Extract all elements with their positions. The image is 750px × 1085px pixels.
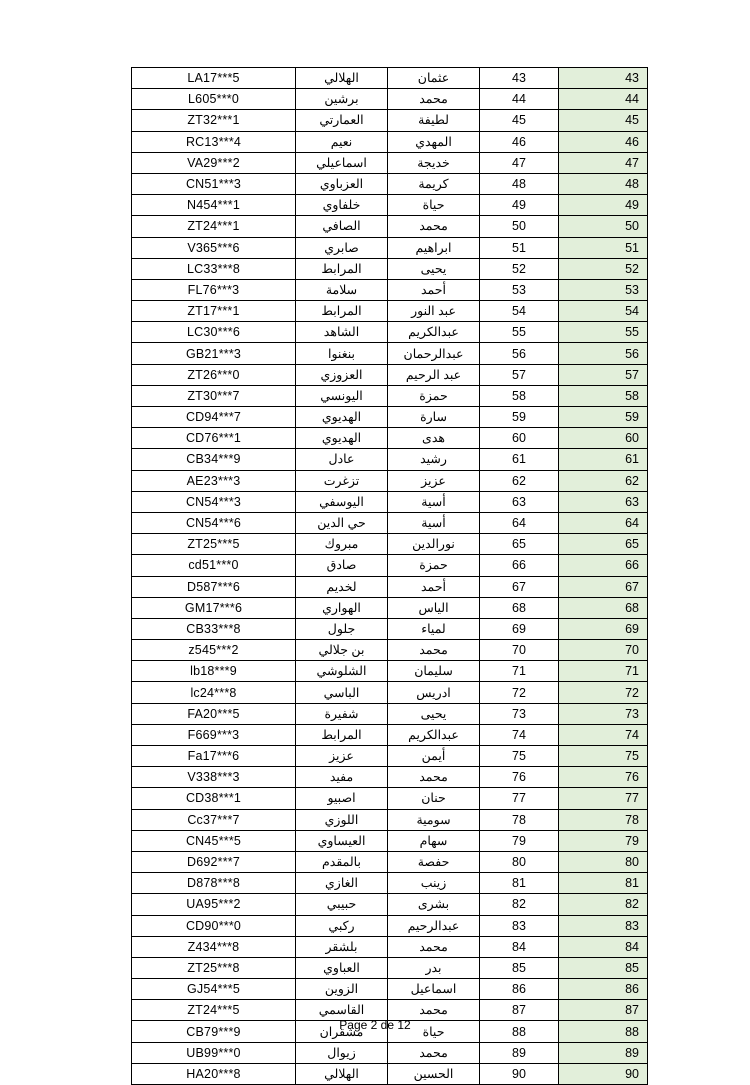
- id-code-cell: ZT24***5: [132, 1000, 296, 1021]
- table-row: [132, 682, 648, 703]
- last-name-cell: اسماعيلي: [296, 152, 388, 173]
- last-name-cell: الهواري: [296, 597, 388, 618]
- first-name-cell: بدر: [388, 957, 480, 978]
- index-cell: 61: [559, 449, 648, 470]
- last-name-cell: مشقران: [296, 1021, 388, 1042]
- last-name-cell: زيوال: [296, 1042, 388, 1063]
- id-code-cell: Fa17***6: [132, 746, 296, 767]
- number-cell: 68: [480, 597, 559, 618]
- number-cell: 78: [480, 809, 559, 830]
- id-code-cell: lc24***8: [132, 682, 296, 703]
- id-code-cell: D587***6: [132, 576, 296, 597]
- index-cell: 89: [559, 1042, 648, 1063]
- id-code-cell: ZT32***1: [132, 110, 296, 131]
- index-cell: 78: [559, 809, 648, 830]
- id-code-cell: VA29***2: [132, 152, 296, 173]
- number-cell: 60: [480, 428, 559, 449]
- index-cell: 80: [559, 851, 648, 872]
- number-cell: 83: [480, 915, 559, 936]
- index-cell: 79: [559, 830, 648, 851]
- index-cell: 72: [559, 682, 648, 703]
- id-code-cell: V338***3: [132, 767, 296, 788]
- last-name-cell: عادل: [296, 449, 388, 470]
- table-row: [132, 131, 648, 152]
- last-name-cell: ركبي: [296, 915, 388, 936]
- last-name-cell: صابري: [296, 237, 388, 258]
- id-code-cell: GB21***3: [132, 343, 296, 364]
- number-cell: 81: [480, 873, 559, 894]
- first-name-cell: محمد: [388, 640, 480, 661]
- id-code-cell: ZT25***5: [132, 534, 296, 555]
- first-name-cell: أحمد: [388, 576, 480, 597]
- table-row: [132, 788, 648, 809]
- id-code-cell: V365***6: [132, 237, 296, 258]
- first-name-cell: أيمن: [388, 746, 480, 767]
- last-name-cell: بنغنوا: [296, 343, 388, 364]
- first-name-cell: ادريس: [388, 682, 480, 703]
- table-row: [132, 597, 648, 618]
- last-name-cell: صادق: [296, 555, 388, 576]
- index-cell: 65: [559, 534, 648, 555]
- number-cell: 61: [480, 449, 559, 470]
- index-cell: 52: [559, 258, 648, 279]
- index-cell: 76: [559, 767, 648, 788]
- index-cell: 45: [559, 110, 648, 131]
- id-code-cell: Cc37***7: [132, 809, 296, 830]
- id-code-cell: F669***3: [132, 724, 296, 745]
- table-row: [132, 936, 648, 957]
- last-name-cell: الهديوي: [296, 407, 388, 428]
- number-cell: 55: [480, 322, 559, 343]
- first-name-cell: عبدالكريم: [388, 724, 480, 745]
- number-cell: 46: [480, 131, 559, 152]
- first-name-cell: محمد: [388, 936, 480, 957]
- last-name-cell: القاسمي: [296, 1000, 388, 1021]
- number-cell: 75: [480, 746, 559, 767]
- id-code-cell: ZT30***7: [132, 385, 296, 406]
- roster-table: [131, 67, 648, 1085]
- number-cell: 90: [480, 1063, 559, 1084]
- index-cell: 56: [559, 343, 648, 364]
- table-row: [132, 830, 648, 851]
- table-row: [132, 534, 648, 555]
- table-row: [132, 555, 648, 576]
- id-code-cell: CB79***9: [132, 1021, 296, 1042]
- index-cell: 46: [559, 131, 648, 152]
- table-row: [132, 364, 648, 385]
- last-name-cell: المرابط: [296, 724, 388, 745]
- table-row: [132, 68, 648, 89]
- number-cell: 62: [480, 470, 559, 491]
- first-name-cell: سومية: [388, 809, 480, 830]
- id-code-cell: N454***1: [132, 195, 296, 216]
- id-code-cell: CN54***3: [132, 491, 296, 512]
- last-name-cell: مبروك: [296, 534, 388, 555]
- first-name-cell: أحمد: [388, 279, 480, 300]
- id-code-cell: CB33***8: [132, 618, 296, 639]
- number-cell: 82: [480, 894, 559, 915]
- first-name-cell: حمزة: [388, 555, 480, 576]
- number-cell: 71: [480, 661, 559, 682]
- id-code-cell: cd51***0: [132, 555, 296, 576]
- first-name-cell: حنان: [388, 788, 480, 809]
- last-name-cell: شفيرة: [296, 703, 388, 724]
- number-cell: 54: [480, 301, 559, 322]
- table-row: [132, 894, 648, 915]
- first-name-cell: عبدالرحمان: [388, 343, 480, 364]
- table-row: [132, 703, 648, 724]
- id-code-cell: FA20***5: [132, 703, 296, 724]
- first-name-cell: محمد: [388, 767, 480, 788]
- index-cell: 67: [559, 576, 648, 597]
- number-cell: 50: [480, 216, 559, 237]
- number-cell: 85: [480, 957, 559, 978]
- first-name-cell: الحسين: [388, 1063, 480, 1084]
- first-name-cell: سهام: [388, 830, 480, 851]
- last-name-cell: سلامة: [296, 279, 388, 300]
- number-cell: 56: [480, 343, 559, 364]
- index-cell: 43: [559, 68, 648, 89]
- index-cell: 69: [559, 618, 648, 639]
- id-code-cell: CD38***1: [132, 788, 296, 809]
- index-cell: 60: [559, 428, 648, 449]
- last-name-cell: العزوزي: [296, 364, 388, 385]
- last-name-cell: تزغرت: [296, 470, 388, 491]
- table-row: [132, 173, 648, 194]
- first-name-cell: زينب: [388, 873, 480, 894]
- id-code-cell: CD90***0: [132, 915, 296, 936]
- last-name-cell: العباوي: [296, 957, 388, 978]
- id-code-cell: LA17***5: [132, 68, 296, 89]
- number-cell: 45: [480, 110, 559, 131]
- id-code-cell: ZT24***1: [132, 216, 296, 237]
- number-cell: 77: [480, 788, 559, 809]
- last-name-cell: عزيز: [296, 746, 388, 767]
- table-row: [132, 152, 648, 173]
- number-cell: 87: [480, 1000, 559, 1021]
- index-cell: 68: [559, 597, 648, 618]
- last-name-cell: العمارتي: [296, 110, 388, 131]
- id-code-cell: GM17***6: [132, 597, 296, 618]
- id-code-cell: HA20***8: [132, 1063, 296, 1084]
- id-code-cell: CN54***6: [132, 512, 296, 533]
- id-code-cell: ZT26***0: [132, 364, 296, 385]
- table-row: [132, 195, 648, 216]
- id-code-cell: L605***0: [132, 89, 296, 110]
- index-cell: 48: [559, 173, 648, 194]
- number-cell: 86: [480, 979, 559, 1000]
- last-name-cell: اللوزي: [296, 809, 388, 830]
- index-cell: 44: [559, 89, 648, 110]
- table-row: [132, 1042, 648, 1063]
- id-code-cell: UA95***2: [132, 894, 296, 915]
- id-code-cell: D878***8: [132, 873, 296, 894]
- id-code-cell: z545***2: [132, 640, 296, 661]
- number-cell: 79: [480, 830, 559, 851]
- index-cell: 90: [559, 1063, 648, 1084]
- number-cell: 49: [480, 195, 559, 216]
- index-cell: 59: [559, 407, 648, 428]
- index-cell: 62: [559, 470, 648, 491]
- first-name-cell: عزيز: [388, 470, 480, 491]
- index-cell: 88: [559, 1021, 648, 1042]
- index-cell: 86: [559, 979, 648, 1000]
- table-row: [132, 767, 648, 788]
- table-row: [132, 512, 648, 533]
- table-row: [132, 1063, 648, 1084]
- first-name-cell: ابراهيم: [388, 237, 480, 258]
- last-name-cell: الصافي: [296, 216, 388, 237]
- number-cell: 58: [480, 385, 559, 406]
- number-cell: 53: [480, 279, 559, 300]
- id-code-cell: LC33***8: [132, 258, 296, 279]
- number-cell: 80: [480, 851, 559, 872]
- table-row: [132, 873, 648, 894]
- last-name-cell: المرابط: [296, 258, 388, 279]
- last-name-cell: اليوسفي: [296, 491, 388, 512]
- index-cell: 57: [559, 364, 648, 385]
- first-name-cell: كريمة: [388, 173, 480, 194]
- number-cell: 72: [480, 682, 559, 703]
- index-cell: 71: [559, 661, 648, 682]
- id-code-cell: CN51***3: [132, 173, 296, 194]
- number-cell: 84: [480, 936, 559, 957]
- first-name-cell: خديجة: [388, 152, 480, 173]
- number-cell: 47: [480, 152, 559, 173]
- number-cell: 64: [480, 512, 559, 533]
- first-name-cell: عبد النور: [388, 301, 480, 322]
- index-cell: 82: [559, 894, 648, 915]
- index-cell: 77: [559, 788, 648, 809]
- last-name-cell: المرابط: [296, 301, 388, 322]
- id-code-cell: CD76***1: [132, 428, 296, 449]
- index-cell: 66: [559, 555, 648, 576]
- number-cell: 66: [480, 555, 559, 576]
- index-cell: 74: [559, 724, 648, 745]
- table-row: [132, 809, 648, 830]
- table-row: [132, 258, 648, 279]
- first-name-cell: يحيى: [388, 258, 480, 279]
- table-row: [132, 343, 648, 364]
- first-name-cell: حياة: [388, 1021, 480, 1042]
- id-code-cell: Z434***8: [132, 936, 296, 957]
- index-cell: 73: [559, 703, 648, 724]
- last-name-cell: الهلالي: [296, 68, 388, 89]
- index-cell: 47: [559, 152, 648, 173]
- first-name-cell: عبدالرحيم: [388, 915, 480, 936]
- first-name-cell: عثمان: [388, 68, 480, 89]
- last-name-cell: حبيبي: [296, 894, 388, 915]
- first-name-cell: أسية: [388, 512, 480, 533]
- index-cell: 87: [559, 1000, 648, 1021]
- table-row: [132, 89, 648, 110]
- number-cell: 69: [480, 618, 559, 639]
- id-code-cell: AE23***3: [132, 470, 296, 491]
- first-name-cell: حياة: [388, 195, 480, 216]
- index-cell: 58: [559, 385, 648, 406]
- number-cell: 51: [480, 237, 559, 258]
- last-name-cell: العزباوي: [296, 173, 388, 194]
- first-name-cell: محمد: [388, 216, 480, 237]
- id-code-cell: CB34***9: [132, 449, 296, 470]
- table-row: [132, 979, 648, 1000]
- index-cell: 50: [559, 216, 648, 237]
- last-name-cell: نعيم: [296, 131, 388, 152]
- table-row: [132, 216, 648, 237]
- number-cell: 67: [480, 576, 559, 597]
- first-name-cell: سارة: [388, 407, 480, 428]
- number-cell: 52: [480, 258, 559, 279]
- number-cell: 43: [480, 68, 559, 89]
- id-code-cell: D692***7: [132, 851, 296, 872]
- first-name-cell: اسماعيل: [388, 979, 480, 1000]
- table-row: [132, 301, 648, 322]
- number-cell: 44: [480, 89, 559, 110]
- first-name-cell: الياس: [388, 597, 480, 618]
- table-row: [132, 915, 648, 936]
- table-row: [132, 385, 648, 406]
- number-cell: 48: [480, 173, 559, 194]
- table-row: [132, 576, 648, 597]
- id-code-cell: CD94***7: [132, 407, 296, 428]
- id-code-cell: lb18***9: [132, 661, 296, 682]
- number-cell: 70: [480, 640, 559, 661]
- index-cell: 75: [559, 746, 648, 767]
- id-code-cell: RC13***4: [132, 131, 296, 152]
- number-cell: 89: [480, 1042, 559, 1063]
- number-cell: 88: [480, 1021, 559, 1042]
- last-name-cell: الهديوي: [296, 428, 388, 449]
- index-cell: 49: [559, 195, 648, 216]
- table-row: [132, 746, 648, 767]
- last-name-cell: مفيد: [296, 767, 388, 788]
- id-code-cell: CN45***5: [132, 830, 296, 851]
- last-name-cell: برشين: [296, 89, 388, 110]
- number-cell: 65: [480, 534, 559, 555]
- table-row: [132, 407, 648, 428]
- first-name-cell: بشرى: [388, 894, 480, 915]
- id-code-cell: LC30***6: [132, 322, 296, 343]
- first-name-cell: عبدالكريم: [388, 322, 480, 343]
- last-name-cell: الغازي: [296, 873, 388, 894]
- table-row: [132, 110, 648, 131]
- id-code-cell: FL76***3: [132, 279, 296, 300]
- last-name-cell: الشاهد: [296, 322, 388, 343]
- index-cell: 83: [559, 915, 648, 936]
- number-cell: 63: [480, 491, 559, 512]
- index-cell: 70: [559, 640, 648, 661]
- table-row: [132, 661, 648, 682]
- number-cell: 74: [480, 724, 559, 745]
- last-name-cell: الزوين: [296, 979, 388, 1000]
- id-code-cell: ZT17***1: [132, 301, 296, 322]
- index-cell: 53: [559, 279, 648, 300]
- first-name-cell: أسية: [388, 491, 480, 512]
- last-name-cell: الهلالي: [296, 1063, 388, 1084]
- number-cell: 59: [480, 407, 559, 428]
- table-row: [132, 724, 648, 745]
- table-row: [132, 640, 648, 661]
- id-code-cell: ZT25***8: [132, 957, 296, 978]
- index-cell: 51: [559, 237, 648, 258]
- table-row: [132, 279, 648, 300]
- id-code-cell: GJ54***5: [132, 979, 296, 1000]
- index-cell: 54: [559, 301, 648, 322]
- first-name-cell: محمد: [388, 1042, 480, 1063]
- table-row: [132, 428, 648, 449]
- first-name-cell: رشيد: [388, 449, 480, 470]
- table-row: [132, 957, 648, 978]
- table-row: [132, 449, 648, 470]
- first-name-cell: يحيى: [388, 703, 480, 724]
- last-name-cell: لخديم: [296, 576, 388, 597]
- id-code-cell: UB99***0: [132, 1042, 296, 1063]
- table-row: [132, 322, 648, 343]
- page-number: Page 2 de 12: [339, 1018, 411, 1032]
- table-row: [132, 237, 648, 258]
- table-row: [132, 470, 648, 491]
- last-name-cell: جلول: [296, 618, 388, 639]
- index-cell: 81: [559, 873, 648, 894]
- last-name-cell: الباسي: [296, 682, 388, 703]
- first-name-cell: محمد: [388, 89, 480, 110]
- index-cell: 85: [559, 957, 648, 978]
- last-name-cell: اصبيو: [296, 788, 388, 809]
- last-name-cell: العيساوي: [296, 830, 388, 851]
- roster-table-body: [132, 68, 648, 1085]
- last-name-cell: بن جلالي: [296, 640, 388, 661]
- last-name-cell: خلفاوي: [296, 195, 388, 216]
- first-name-cell: لطيفة: [388, 110, 480, 131]
- index-cell: 64: [559, 512, 648, 533]
- first-name-cell: المهدي: [388, 131, 480, 152]
- last-name-cell: بلشقر: [296, 936, 388, 957]
- first-name-cell: لمياء: [388, 618, 480, 639]
- first-name-cell: حمزة: [388, 385, 480, 406]
- last-name-cell: الشلوشي: [296, 661, 388, 682]
- last-name-cell: بالمقدم: [296, 851, 388, 872]
- first-name-cell: محمد: [388, 1000, 480, 1021]
- table-row: [132, 491, 648, 512]
- first-name-cell: هدى: [388, 428, 480, 449]
- first-name-cell: نورالدين: [388, 534, 480, 555]
- first-name-cell: حفصة: [388, 851, 480, 872]
- first-name-cell: سليمان: [388, 661, 480, 682]
- last-name-cell: حي الدين: [296, 512, 388, 533]
- number-cell: 76: [480, 767, 559, 788]
- last-name-cell: اليونسي: [296, 385, 388, 406]
- index-cell: 55: [559, 322, 648, 343]
- first-name-cell: عبد الرحيم: [388, 364, 480, 385]
- index-cell: 63: [559, 491, 648, 512]
- table-row: [132, 851, 648, 872]
- number-cell: 73: [480, 703, 559, 724]
- table-row: [132, 618, 648, 639]
- index-cell: 84: [559, 936, 648, 957]
- number-cell: 57: [480, 364, 559, 385]
